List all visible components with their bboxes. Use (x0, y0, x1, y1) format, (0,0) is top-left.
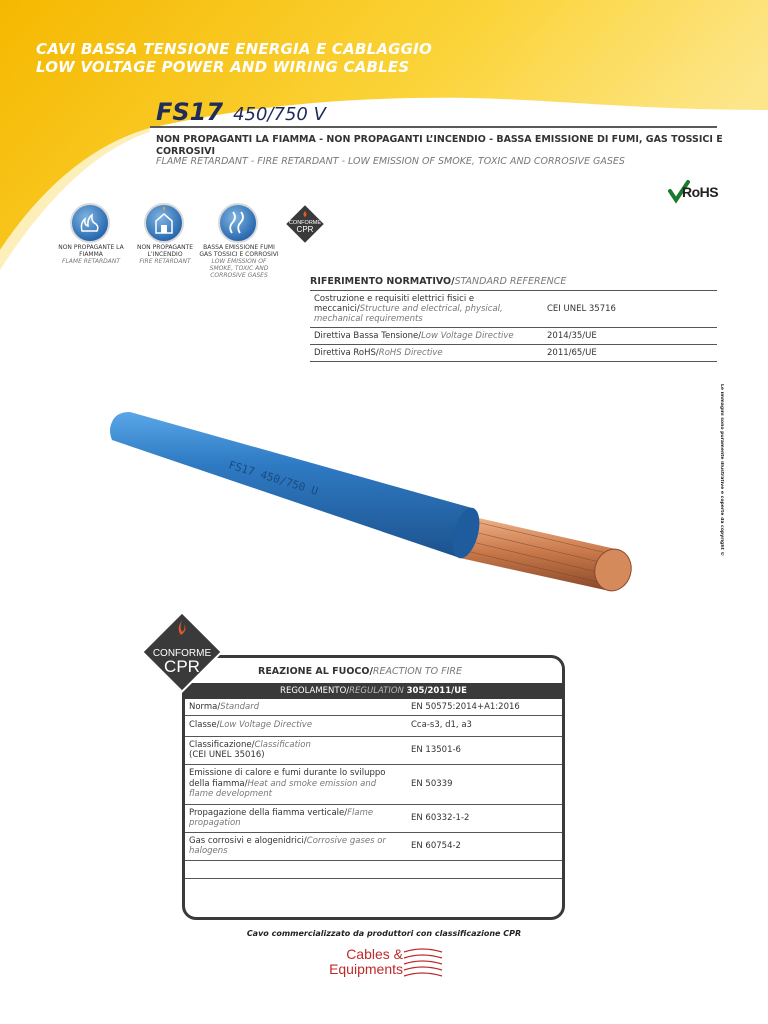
table-row: Norma/Standard EN 50575:2014+A1:2016 (185, 699, 562, 715)
rohs-logo (668, 180, 724, 208)
svg-text:CPR: CPR (296, 225, 314, 234)
cpr-badge-small (285, 204, 325, 244)
reference-table (310, 290, 717, 362)
product-title (156, 98, 326, 126)
fire-building-icon (146, 205, 182, 241)
category-title-it: CAVI BASSA TENSIONE ENERGIA E CABLAGGIO (36, 40, 432, 58)
fire-retardant-icon (144, 203, 184, 243)
svg-text:CPR: CPR (164, 657, 200, 676)
cable-image (100, 400, 640, 600)
title-divider (150, 126, 717, 128)
feature-label-fire: NON PROPAGANTE L’INCENDIO FIRE RETARDANT (136, 244, 194, 265)
product-voltage: 450/750 V (233, 104, 326, 125)
svg-text:Le immagini sono puramente ill: Le immagini sono puramente illustrative e coperte da copyright © (719, 384, 724, 557)
brand-logo-text: Cables & Equipments (329, 946, 403, 977)
reference-title: RIFERIMENTO NORMATIVO/STANDARD REFERENCE (310, 276, 567, 287)
copyright-note (714, 384, 724, 564)
table-row: Gas corrosivi e alogenidrici/Corrosive gases or halogens EN 60754-2 (185, 832, 562, 860)
cpr-badge-large (140, 610, 224, 694)
smoke-icon (220, 205, 256, 241)
table-row: Propagazione della fiamma verticale/Flame propagation EN 60332-1-2 (185, 804, 562, 832)
svg-text:FS17 450/750 U: FS17 450/750 U (227, 458, 320, 498)
brand-logo-swoosh (402, 946, 444, 980)
regulation-bar: REGOLAMENTO/REGULATION 305/2011/UE (185, 683, 562, 699)
table-row: Direttiva Bassa Tensione/Low Voltage Directive 2014/35/UE (310, 328, 717, 345)
footer-note: Cavo commercializzato da produttori con classificazione CPR (246, 929, 522, 938)
table-row: Classe/Low Voltage Directive Cca-s3, d1, a3 (185, 715, 562, 736)
svg-text:CONFORME: CONFORME (152, 648, 212, 659)
feature-label-flame: NON PROPAGANTE LA FIAMMA FLAME RETARDANT (58, 244, 124, 265)
low-smoke-icon (218, 203, 258, 243)
table-row: Classificazione/Classification (CEI UNEL 35016) EN 13501-6 (185, 736, 562, 764)
properties-en: FLAME RETARDANT - FIRE RETARDANT - LOW EMISSION OF SMOKE, TOXIC AND CORROSIVE GASES (156, 156, 625, 167)
rohs-label: RoHS (682, 184, 719, 200)
reaction-to-fire-table (185, 699, 562, 879)
flame-icon (72, 205, 108, 241)
feature-label-smoke: BASSA EMISSIONE FUMI GAS TOSSICI E CORROSIVI LOW EMISSION OF SMOKE, TOXIC AND CORROSIVE GASES (199, 244, 279, 279)
table-row: Costruzione e requisiti elettrici fisici e meccanici/Structure and electrical, physical, mechanical requirements CEI UNEL 35716 (310, 291, 717, 328)
flame-retardant-icon (70, 203, 110, 243)
table-row: Direttiva RoHS/RoHS Directive 2011/65/UE (310, 345, 717, 362)
reaction-to-fire-title: REAZIONE AL FUOCO/REACTION TO FIRE (258, 666, 463, 677)
product-model: FS17 (156, 98, 224, 126)
svg-text:CONFORME: CONFORME (288, 220, 322, 226)
table-row (185, 860, 562, 878)
table-row: Emissione di calore e fumi durante lo sviluppo della fiamma/Heat and smoke emission and flame development EN 50339 (185, 764, 562, 804)
category-title-en: LOW VOLTAGE POWER AND WIRING CABLES (36, 58, 410, 76)
properties-it: NON PROPAGANTI LA FIAMMA - NON PROPAGANTI L’INCENDIO - BASSA EMISSIONE DI FUMI, GAS TOSSICI E CORROSIVI (156, 134, 723, 157)
